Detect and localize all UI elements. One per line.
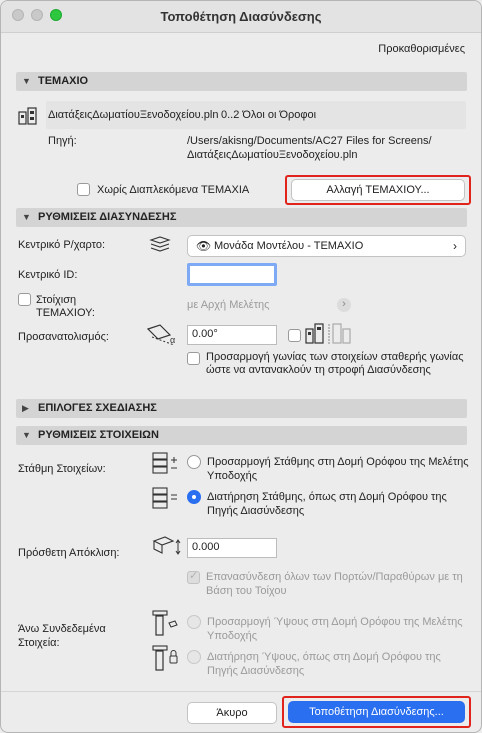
drawing-options-section-header[interactable]: ▶ ΕΠΙΛΟΓΕΣ ΣΧΕΔΙΑΣΗΣ: [16, 399, 467, 418]
keep-height-icon: [151, 644, 181, 672]
master-layout-label: Κεντρικό Ρ/χαρτο:: [18, 239, 106, 251]
relink-doors-windows-checkbox[interactable]: [187, 571, 200, 584]
keep-level-icon: [151, 486, 181, 510]
chevron-right-icon[interactable]: ›: [337, 298, 351, 312]
source-path-line2: ΔιατάξειςΔωματίουΞενοδοχείου.pln: [187, 149, 358, 161]
title-bar: [1, 1, 481, 33]
module-file-name: ΔιατάξειςΔωματίουΞενοδοχείου.pln: [48, 109, 219, 121]
additional-offset-label: Πρόσθετη Απόκλιση:: [18, 547, 120, 559]
height-adjust-label: Προσαρμογή Ύψους στη Δομή Ορόφου της Μελέτης Υποδοχής: [207, 616, 463, 642]
footer-divider: [1, 691, 481, 692]
mirror-checkbox[interactable]: [288, 329, 301, 342]
adjust-angle-label: Προσαρμογή γωνίας των στοιχείων σταθερής γωνίας ώστε να αντανακλούν τη στροφή Διασύνδεσης: [206, 351, 464, 376]
layers-icon: [149, 235, 171, 253]
place-hotlink-button[interactable]: Τοποθέτηση Διασύνδεσης...: [288, 701, 465, 723]
offset-icon: [151, 535, 183, 557]
element-settings-section-header[interactable]: ▼ ΡΥΘΜΙΣΕΙΣ ΣΤΟΙΧΕΙΩΝ: [16, 426, 467, 445]
rotation-angle-icon: [144, 323, 180, 349]
change-module-button[interactable]: Αλλαγή ΤΕΜΑΧΙΟΥ...: [291, 179, 465, 201]
level-keep-label: Διατήρηση Στάθμης, όπως στη Δομή Ορόφου της Πηγής Διασύνδεσης: [207, 491, 447, 517]
top-linked-label-line2: Στοιχεία:: [18, 637, 60, 649]
adjust-level-icon: [151, 451, 181, 475]
level-adjust-label: Προσαρμογή Στάθμης στη Δομή Ορόφου της Μελέτης Υποδοχής: [207, 456, 469, 482]
cancel-button[interactable]: Άκυρο: [187, 702, 277, 724]
adjust-angle-checkbox[interactable]: [187, 352, 200, 365]
svg-text:α: α: [170, 335, 176, 345]
eye-icon: 👁: [196, 239, 212, 253]
level-keep-radio[interactable]: [187, 490, 201, 504]
mirror-icon: [305, 323, 353, 345]
level-adjust-radio[interactable]: [187, 455, 201, 469]
relink-doors-windows-label: Επανασύνδεση όλων των Πορτών/Παραθύρων με τη Βάση του Τοίχου: [206, 571, 463, 597]
link-settings-section-header[interactable]: ▼ ΡΥΘΜΙΣΕΙΣ ΔΙΑΣΥΝΔΕΣΗΣ: [16, 208, 467, 227]
source-label: Πηγή:: [48, 135, 77, 147]
height-keep-radio[interactable]: [187, 650, 201, 664]
triangle-down-icon: ▼: [22, 76, 31, 86]
master-layout-value: Μονάδα Μοντέλου - ΤΕΜΑΧΙΟ: [214, 240, 364, 252]
top-linked-label-line1: Άνω Συνδεδεμένα: [18, 623, 106, 635]
no-nested-modules-label: Χωρίς Διαπλεκόμενα ΤΕΜΑΧΙΑ: [97, 184, 250, 196]
height-adjust-radio[interactable]: [187, 615, 201, 629]
triangle-down-icon: ▼: [22, 430, 31, 440]
no-nested-modules-checkbox[interactable]: [77, 183, 90, 196]
window-title: Τοποθέτηση Διασύνδεσης: [160, 9, 322, 24]
triangle-right-icon: ▶: [22, 403, 29, 413]
additional-offset-input[interactable]: 0.000: [187, 538, 277, 558]
master-id-input[interactable]: [187, 263, 277, 286]
orientation-input[interactable]: 0.00°: [187, 325, 277, 345]
master-id-label: Κεντρικό ID:: [18, 269, 78, 281]
align-module-label-line2: ΤΕΜΑΧΙΟΥ:: [36, 307, 95, 319]
adjust-height-icon: [151, 609, 181, 637]
module-stories: 0..2 Όλοι οι Όροφοι: [221, 109, 317, 121]
align-module-checkbox[interactable]: [18, 293, 31, 306]
orientation-label: Προσανατολισμός:: [18, 331, 109, 343]
preset-menu[interactable]: Προκαθορισμένες: [378, 43, 465, 55]
module-file-icon: [18, 107, 38, 125]
master-layout-dropdown[interactable]: [187, 235, 466, 257]
checkmark-icon: ✓: [189, 570, 199, 582]
element-level-label: Στάθμη Στοιχείων:: [18, 463, 106, 475]
height-keep-label: Διατήρηση Ύψους, όπως στη Δομή Ορόφου της Πηγής Διασύνδεσης: [207, 651, 441, 677]
align-module-label-line1: Στοίχιση: [36, 294, 77, 306]
triangle-down-icon: ▼: [22, 212, 31, 222]
module-section-header[interactable]: ▼ ΤΕΜΑΧΙΟ: [16, 72, 467, 91]
align-module-value: με Αρχή Μελέτης: [187, 299, 270, 311]
source-path-line1: /Users/akisng/Documents/AC27 Files for Screens/: [187, 135, 432, 147]
chevron-right-icon: ›: [453, 239, 457, 253]
